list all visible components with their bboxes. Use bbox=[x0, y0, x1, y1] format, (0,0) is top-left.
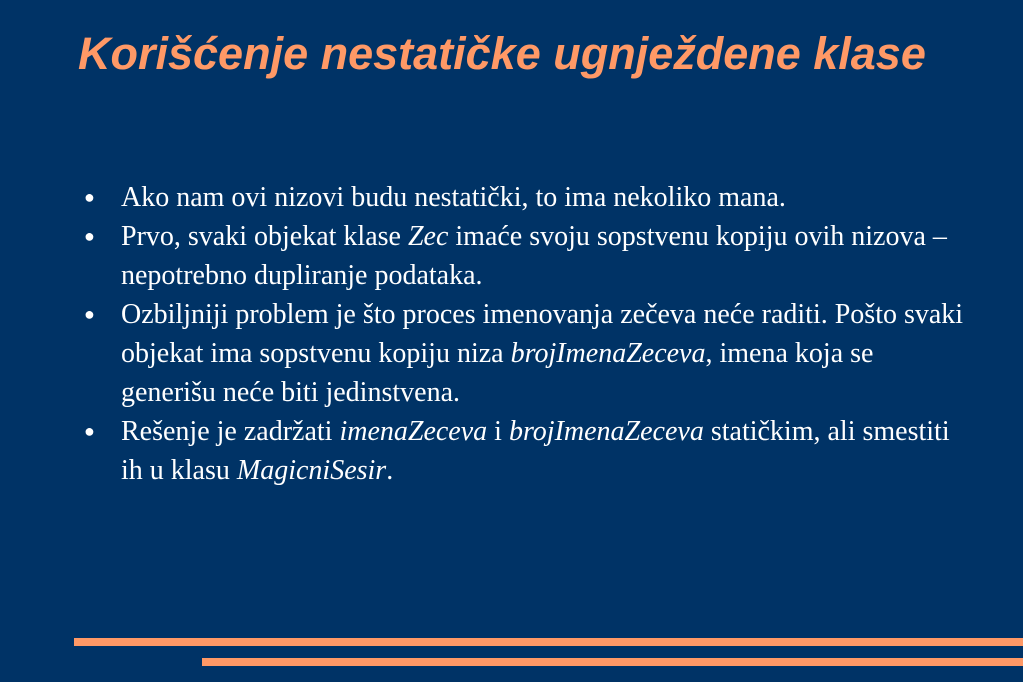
text-segment: i bbox=[487, 416, 509, 447]
bullet-item bbox=[84, 412, 964, 490]
italic-term: MagicniSesir bbox=[236, 455, 387, 486]
bullet-text bbox=[121, 299, 963, 408]
italic-term: brojImenaZeceva bbox=[508, 416, 704, 447]
text-segment: imaće svoju sopstvenu kopiju ovih nizova – nepotrebno dupliranje podataka. bbox=[121, 221, 947, 291]
text-segment: , imena koja se generišu neće biti jedinstvena. bbox=[121, 338, 874, 408]
accent-line-bottom bbox=[202, 658, 1023, 666]
text-segment: statičkim, ali smestiti ih u klasu bbox=[121, 416, 950, 486]
bullet-dot-icon: ● bbox=[84, 226, 95, 246]
text-segment: Rešenje je zadržati bbox=[121, 416, 340, 447]
italic-term: imenaZeceva bbox=[339, 416, 488, 447]
bullet-list bbox=[84, 178, 964, 490]
text-segment: . bbox=[386, 455, 394, 486]
bullet-dot-icon: ● bbox=[84, 421, 95, 441]
slide-title: Korišćenje nestatičke ugnježdene klase bbox=[78, 28, 926, 79]
italic-term: Zec bbox=[407, 221, 449, 252]
bullet-text bbox=[121, 416, 950, 486]
bullet-dot-icon: ● bbox=[84, 187, 95, 207]
bullet-item bbox=[84, 295, 964, 412]
accent-line-top bbox=[74, 638, 1023, 646]
bullet-item bbox=[84, 178, 964, 217]
text-segment: Ako nam ovi nizovi budu nestatički, to ima nekoliko mana. bbox=[121, 182, 786, 213]
bullet-text bbox=[121, 221, 947, 291]
bullet-text bbox=[121, 182, 786, 213]
text-segment: Prvo, svaki objekat klase bbox=[121, 221, 408, 252]
text-segment: Ozbiljniji problem je što proces imenovanja zečeva neće raditi. Pošto svaki objekat ima sopstvenu kopiju niza bbox=[121, 299, 964, 369]
italic-term: brojImenaZeceva bbox=[510, 338, 706, 369]
bullet-dot-icon: ● bbox=[84, 304, 95, 324]
bullet-item bbox=[84, 217, 964, 295]
